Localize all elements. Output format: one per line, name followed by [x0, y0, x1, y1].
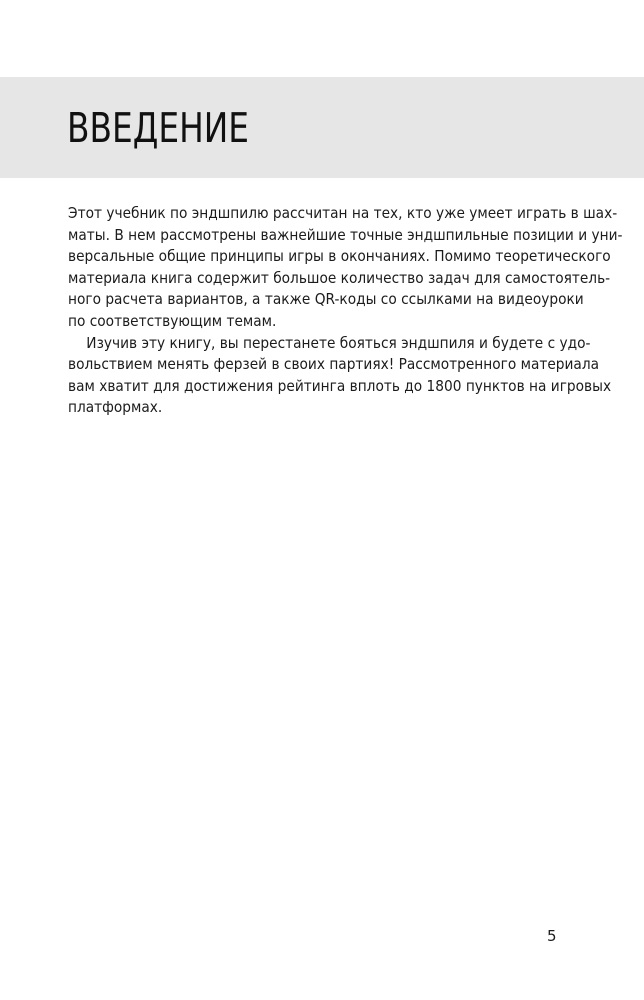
- body-line: маты. В нем рассмотрены важнейшие точные эндшпильные позиции и уни-: [68, 225, 623, 244]
- body-line: по соответствующим темам.: [68, 311, 277, 330]
- body-line: Изучив эту книгу, вы перестанете бояться эндшпиля и будете с удо-: [86, 333, 591, 352]
- body-line: материала книга содержит большое количество задач для самостоятель-: [68, 268, 611, 287]
- body-line: платформах.: [68, 398, 163, 417]
- page-number: 5: [547, 927, 557, 945]
- chapter-title: ВВЕДЕНИЕ: [67, 104, 250, 152]
- body-line: версальные общие принципы игры в окончаниях. Помимо теоретического: [68, 247, 611, 266]
- body-line: ного расчета вариантов, а также QR-коды со ссылками на видеоуроки: [68, 290, 584, 309]
- body-line: вам хватит для достижения рейтинга вплоть до 1800 пунктов на игровых: [68, 376, 612, 395]
- body-line: вольствием менять ферзей в своих партиях! Рассмотренного материала: [68, 355, 600, 374]
- body-line: Этот учебник по эндшпилю рассчитан на тех, кто уже умеет играть в шах-: [68, 204, 618, 222]
- body-text: [68, 203, 623, 419]
